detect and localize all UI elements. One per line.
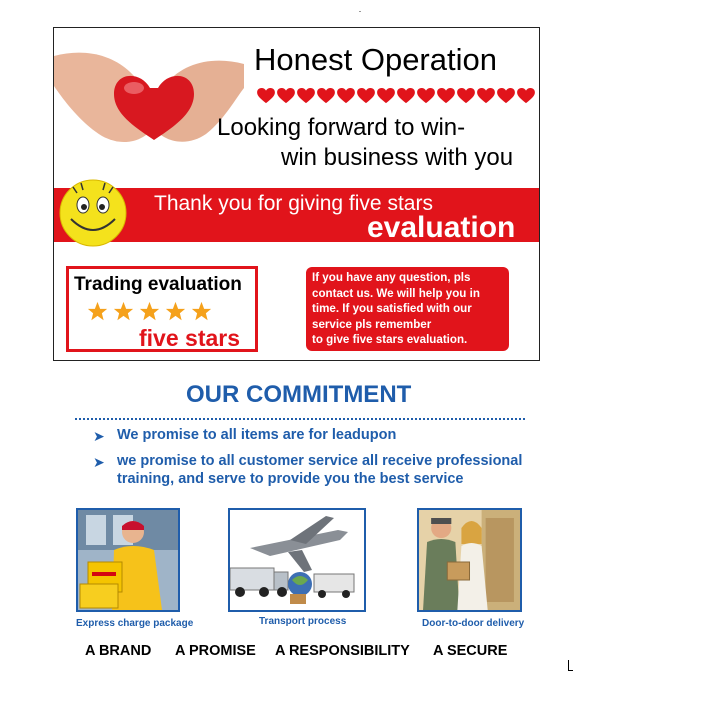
- corner-mark: [568, 660, 573, 671]
- rating-stars: [87, 301, 212, 322]
- card-title: Honest Operation: [254, 42, 497, 77]
- stray-dot: [359, 11, 361, 12]
- note-line: time. If you satisfied with our: [312, 302, 472, 316]
- heart-icon: [457, 88, 475, 104]
- smiley-icon: [57, 175, 129, 247]
- heart-icon: [257, 88, 275, 104]
- commitment-title: OUR COMMITMENT: [186, 381, 412, 408]
- brand-word-2: A PROMISE: [175, 643, 256, 659]
- star-icon: [165, 301, 186, 322]
- hearts-row: [257, 88, 535, 104]
- commitment-bullet-1: We promise to all items are for leadupon: [117, 427, 397, 443]
- courier-photo: [76, 508, 180, 612]
- star-icon: [113, 301, 134, 322]
- dotted-divider: [75, 418, 525, 420]
- contact-note-text: [312, 270, 480, 348]
- star-icon: [139, 301, 160, 322]
- heart-icon: [397, 88, 415, 104]
- commitment-bullet-2-line1: we promise to all customer service all receive professional: [117, 453, 523, 469]
- note-line: If you have any question, pls: [312, 271, 471, 284]
- trading-evaluation-heading: Trading evaluation: [74, 274, 242, 295]
- heart-icon: [277, 88, 295, 104]
- commitment-bullet-2-line2: training, and serve to provide you the best service: [117, 471, 464, 487]
- star-icon: [87, 301, 108, 322]
- card-subtitle-line2: win business with you: [281, 144, 514, 171]
- band-text-line1: Thank you for giving five stars: [154, 192, 433, 215]
- airplane-truck-photo: [228, 508, 366, 612]
- trading-evaluation-value: five stars: [139, 325, 241, 351]
- photo-caption-express: Express charge package: [76, 618, 194, 629]
- heart-icon: [517, 88, 535, 104]
- arrow-bullet-icon: ➤: [93, 428, 105, 444]
- note-line: to give five stars evaluation.: [312, 333, 468, 347]
- heart-icon: [377, 88, 395, 104]
- heart-icon: [357, 88, 375, 104]
- delivery-photo: [417, 508, 522, 612]
- heart-icon: [317, 88, 335, 104]
- heart-icon: [297, 88, 315, 104]
- arrow-bullet-icon: ➤: [93, 454, 105, 470]
- photo-caption-door-to-door: Door-to-door delivery: [422, 618, 525, 629]
- heart-icon: [417, 88, 435, 104]
- note-line: service pls remember: [312, 317, 432, 331]
- heart-hands-image: [54, 36, 244, 161]
- heart-icon: [337, 88, 355, 104]
- photo-caption-transport: Transport process: [259, 616, 347, 627]
- brand-word-1: A BRAND: [85, 643, 152, 659]
- star-icon: [191, 301, 212, 322]
- note-line: contact us. We will help you in: [312, 286, 480, 300]
- band-text-line2: evaluation: [367, 211, 516, 244]
- brand-word-3: A RESPONSIBILITY: [275, 643, 410, 659]
- heart-icon: [497, 88, 515, 104]
- contact-note: [306, 267, 509, 351]
- heart-icon: [477, 88, 495, 104]
- brand-word-4: A SECURE: [433, 643, 508, 659]
- promo-card: [53, 27, 540, 361]
- heart-icon: [437, 88, 455, 104]
- card-subtitle-line1: Looking forward to win-: [217, 114, 466, 141]
- trading-evaluation-box: [66, 266, 258, 352]
